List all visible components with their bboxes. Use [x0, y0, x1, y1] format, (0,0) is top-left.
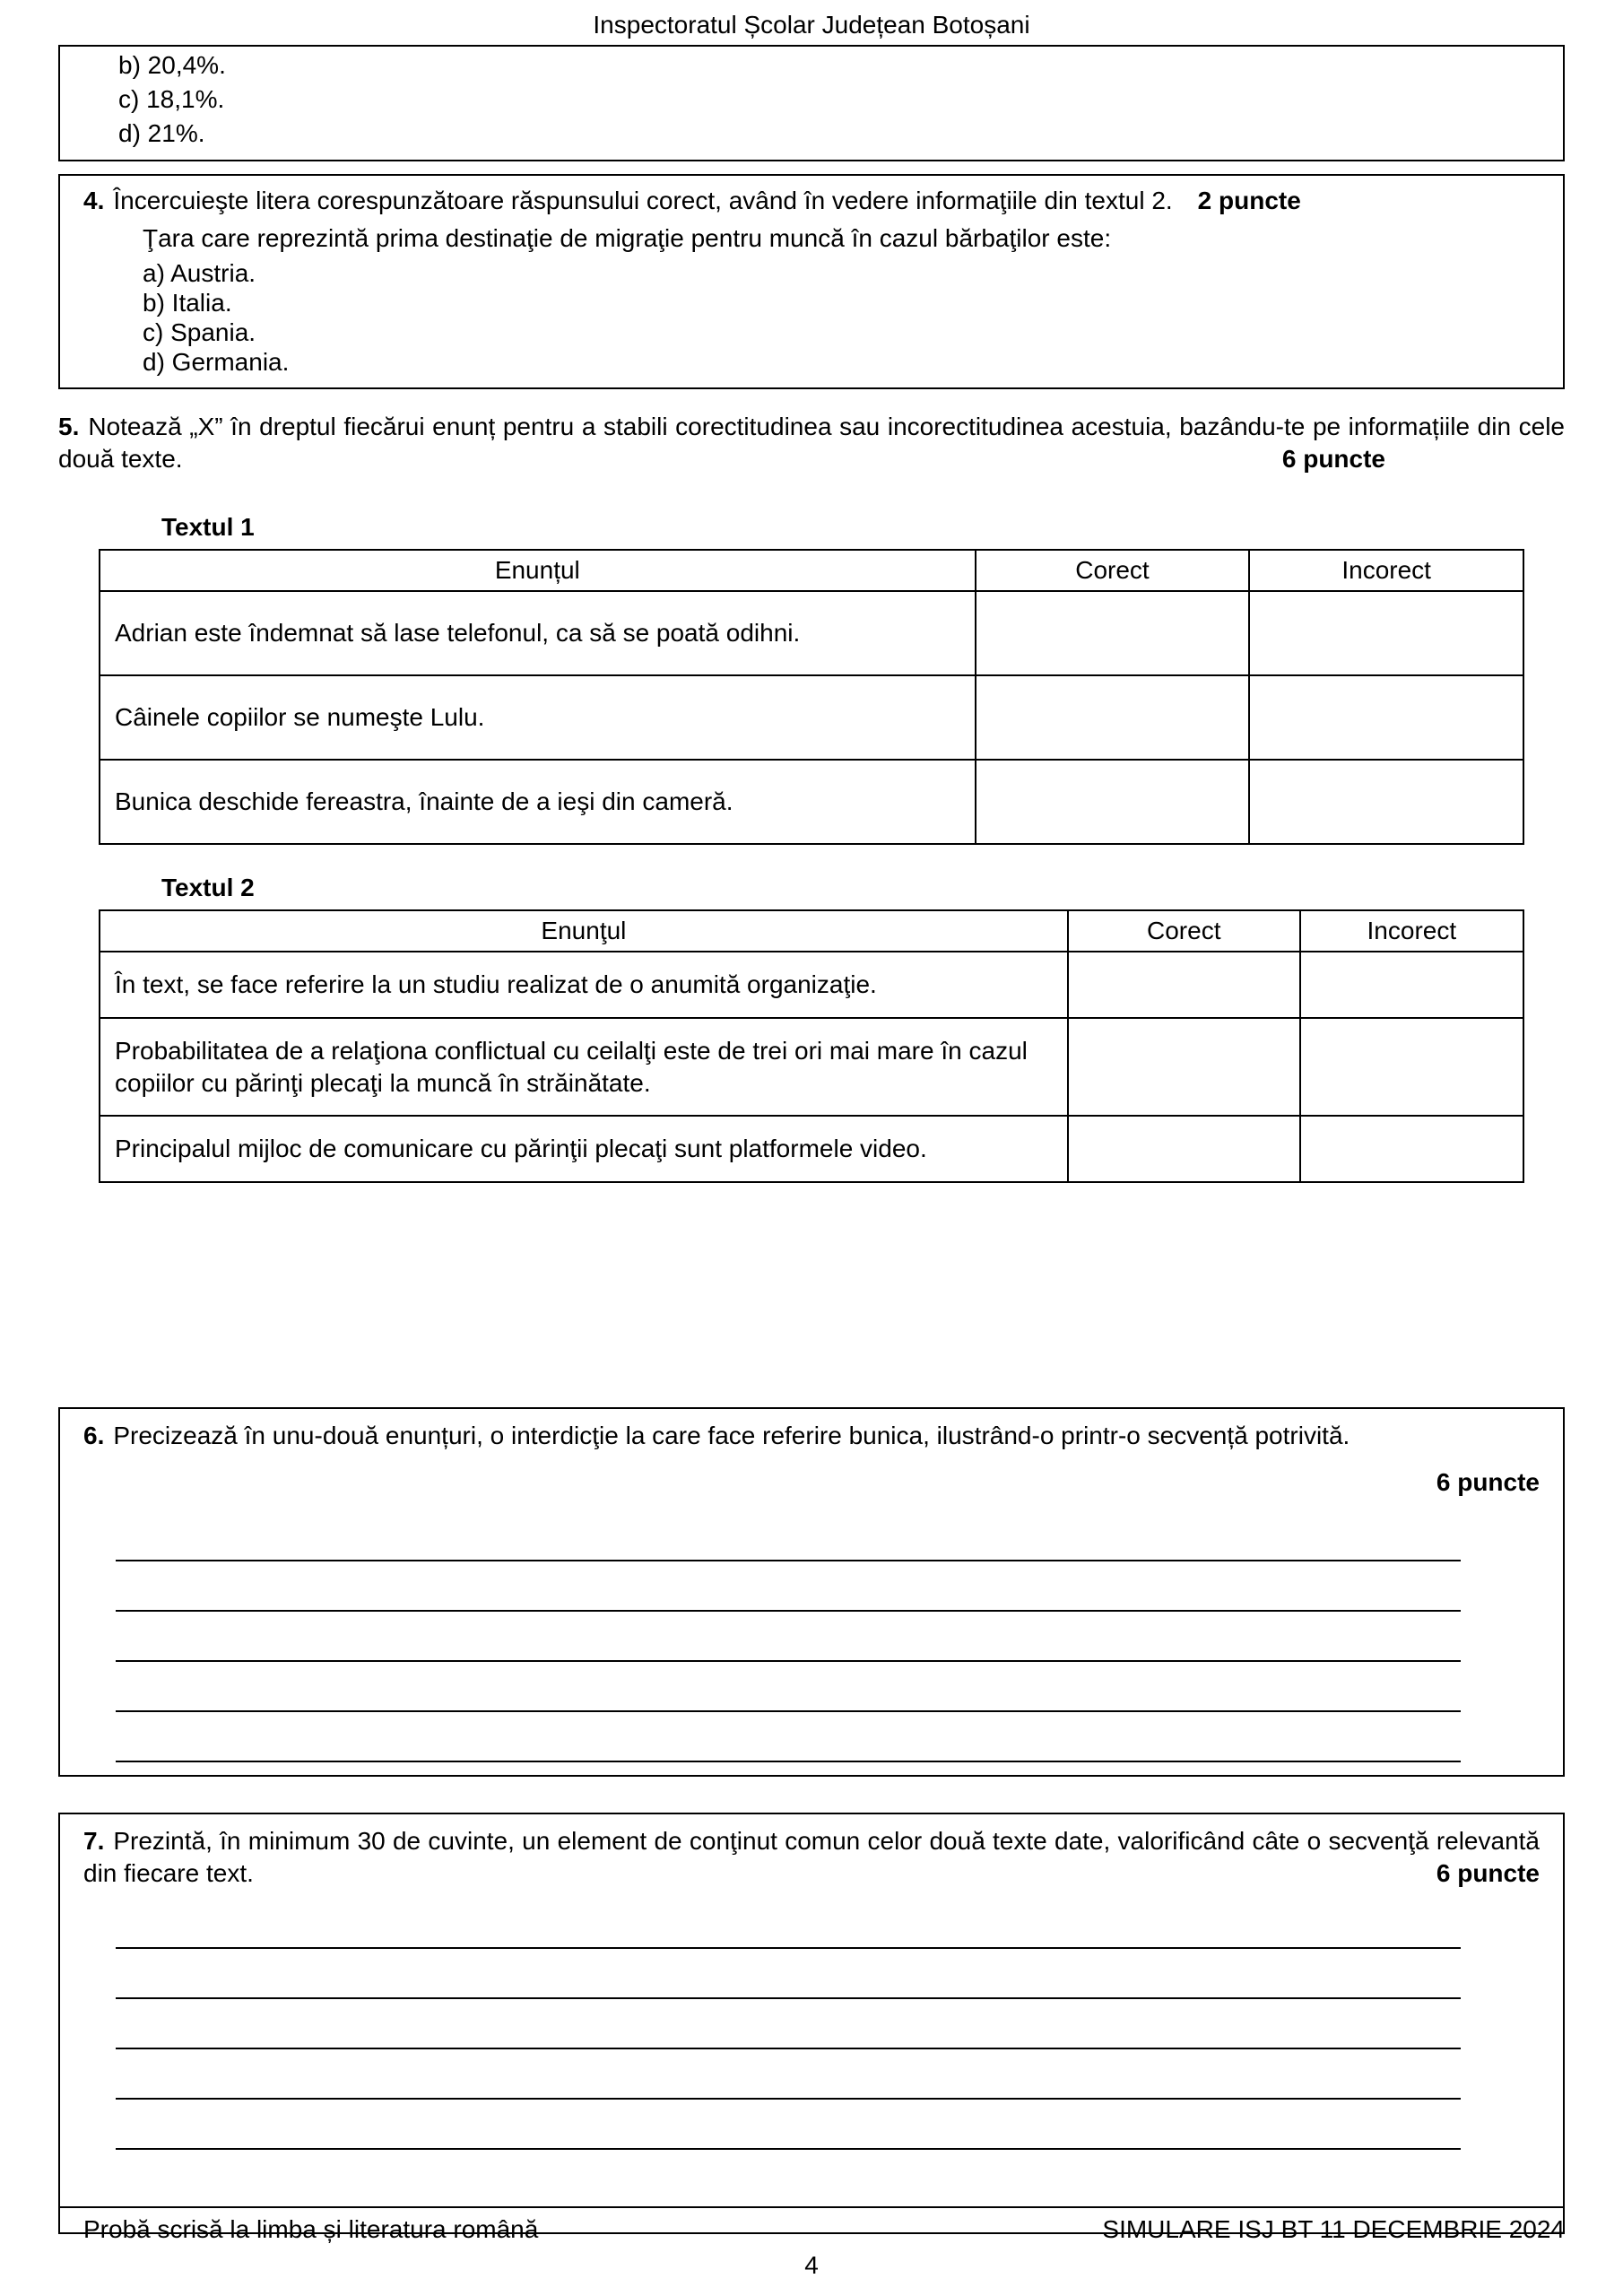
- page-header: [58, 0, 1565, 47]
- answer-line[interactable]: [116, 1561, 1461, 1612]
- corect-cell[interactable]: [1068, 952, 1300, 1018]
- table-row: [100, 952, 1523, 1018]
- question7-statement: [83, 1825, 1540, 1890]
- textul1-header-row: [100, 550, 1523, 591]
- question4-points: 2 puncte: [1197, 187, 1301, 215]
- question6-number: 6.: [83, 1422, 105, 1450]
- question4-option-d: d) Germania.: [143, 348, 290, 377]
- footer-left-text: Probă scrisă la limba și literatura română: [83, 2215, 539, 2243]
- question7-points: 6 puncte: [1436, 1859, 1540, 1888]
- question4-statement: [83, 185, 1540, 217]
- incorect-cell[interactable]: [1300, 952, 1523, 1018]
- question3-option-b: b) 20,4%.: [118, 51, 226, 80]
- textul2-header-enunt: Enunţul: [100, 910, 1068, 952]
- answer-line[interactable]: [116, 1949, 1461, 1999]
- question7-text: Prezintă, în minimum 30 de cuvinte, un element de conţinut comun celor două texte date, valorificând câte o secvenţă relevantă din fiecare text.: [83, 1827, 1540, 1888]
- question7-box: [58, 1813, 1565, 2234]
- corect-cell[interactable]: [976, 675, 1250, 760]
- answer-line[interactable]: [116, 1899, 1461, 1949]
- question3-options-box: [58, 47, 1565, 161]
- question5-points: 6 puncte: [1281, 445, 1385, 474]
- statement-cell: În text, se face referire la un studiu realizat de o anumită organizaţie.: [100, 952, 1068, 1018]
- question6-text: Precizează în unu-două enunțuri, o interdicţie la care face referire bunica, ilustrând-o printr-o secvență potrivită.: [113, 1422, 1350, 1450]
- statement-cell: Bunica deschide fereastra, înainte de a ieşi din cameră.: [100, 760, 976, 844]
- table-row: [100, 760, 1523, 844]
- incorect-cell[interactable]: [1249, 675, 1523, 760]
- answer-line[interactable]: [116, 2100, 1461, 2150]
- question6-box: [58, 1407, 1565, 1777]
- corect-cell[interactable]: [976, 591, 1250, 675]
- question4-number: 4.: [83, 187, 105, 215]
- textul1-label: Textul 1: [161, 513, 255, 542]
- incorect-cell[interactable]: [1300, 1018, 1523, 1116]
- textul2-header-row: [100, 910, 1523, 952]
- answer-line[interactable]: [116, 1999, 1461, 2049]
- question4-option-c: c) Spania.: [143, 318, 256, 347]
- header-title: Inspectoratul Școlar Județean Botoșani: [593, 11, 1030, 39]
- textul2-label: Textul 2: [161, 874, 255, 902]
- question6-statement: [83, 1420, 1540, 1452]
- textul2-header-corect: Corect: [1068, 910, 1300, 952]
- question7-answer-area: [83, 1899, 1540, 2150]
- incorect-cell[interactable]: [1249, 760, 1523, 844]
- question6-points: 6 puncte: [1436, 1468, 1540, 1497]
- answer-line[interactable]: [116, 1662, 1461, 1712]
- corect-cell[interactable]: [1068, 1018, 1300, 1116]
- answer-line[interactable]: [116, 2049, 1461, 2100]
- statement-cell: Câinele copiilor se numeşte Lulu.: [100, 675, 976, 760]
- incorect-cell[interactable]: [1300, 1116, 1523, 1182]
- statement-cell: Probabilitatea de a relaţiona conflictual cu ceilalţi este de trei ori mai mare în cazul copiilor cu părinţi plecaţi la muncă în străinătate.: [100, 1018, 1068, 1116]
- page-number: 4: [804, 2251, 819, 2279]
- textul1-header-incorect: Incorect: [1249, 550, 1523, 591]
- table-row: [100, 1018, 1523, 1116]
- answer-line[interactable]: [116, 1712, 1461, 1762]
- textul1-header-corect: Corect: [976, 550, 1250, 591]
- textul2-header-incorect: Incorect: [1300, 910, 1523, 952]
- incorect-cell[interactable]: [1249, 591, 1523, 675]
- answer-line[interactable]: [116, 1612, 1461, 1662]
- question4-option-a: a) Austria.: [143, 259, 256, 288]
- table-row: [100, 675, 1523, 760]
- question4-text: Încercuieşte litera corespunzătoare răspunsului corect, având în vedere informaţiile din textul 2.: [113, 187, 1173, 215]
- question5-number: 5.: [58, 413, 80, 441]
- question3-option-d: d) 21%.: [118, 119, 205, 148]
- question3-option-c: c) 18,1%.: [118, 85, 225, 114]
- statement-cell: Principalul mijloc de comunicare cu părinţii plecaţi sunt platformele video.: [100, 1116, 1068, 1182]
- textul2-table: [99, 909, 1524, 1183]
- corect-cell[interactable]: [1068, 1116, 1300, 1182]
- footer-row: [58, 2213, 1565, 2246]
- question6-answer-area: [83, 1511, 1540, 1762]
- statement-cell: Adrian este îndemnat să lase telefonul, ca să se poată odihni.: [100, 591, 976, 675]
- question4-intro: Ţara care reprezintă prima destinaţie de migraţie pentru muncă în cazul bărbaţilor este:: [143, 224, 1112, 253]
- question5-statement: [58, 411, 1565, 475]
- question4-box: [58, 174, 1565, 389]
- footer-right-text: SIMULARE ISJ BT 11 DECEMBRIE 2024: [1102, 2215, 1565, 2243]
- table-row: [100, 591, 1523, 675]
- question7-number: 7.: [83, 1827, 105, 1856]
- textul1-table: [99, 549, 1524, 845]
- textul1-header-enunt: Enunțul: [100, 550, 976, 591]
- answer-line[interactable]: [116, 1511, 1461, 1561]
- question4-option-b: b) Italia.: [143, 289, 232, 317]
- question5-text: Notează „X” în dreptul fiecărui enunț pentru a stabili corectitudinea sau incorectitudinea acestuia, bazându-te pe informațiile din cele două texte.: [58, 413, 1565, 474]
- page-footer: [58, 2206, 1565, 2282]
- corect-cell[interactable]: [976, 760, 1250, 844]
- table-row: [100, 1116, 1523, 1182]
